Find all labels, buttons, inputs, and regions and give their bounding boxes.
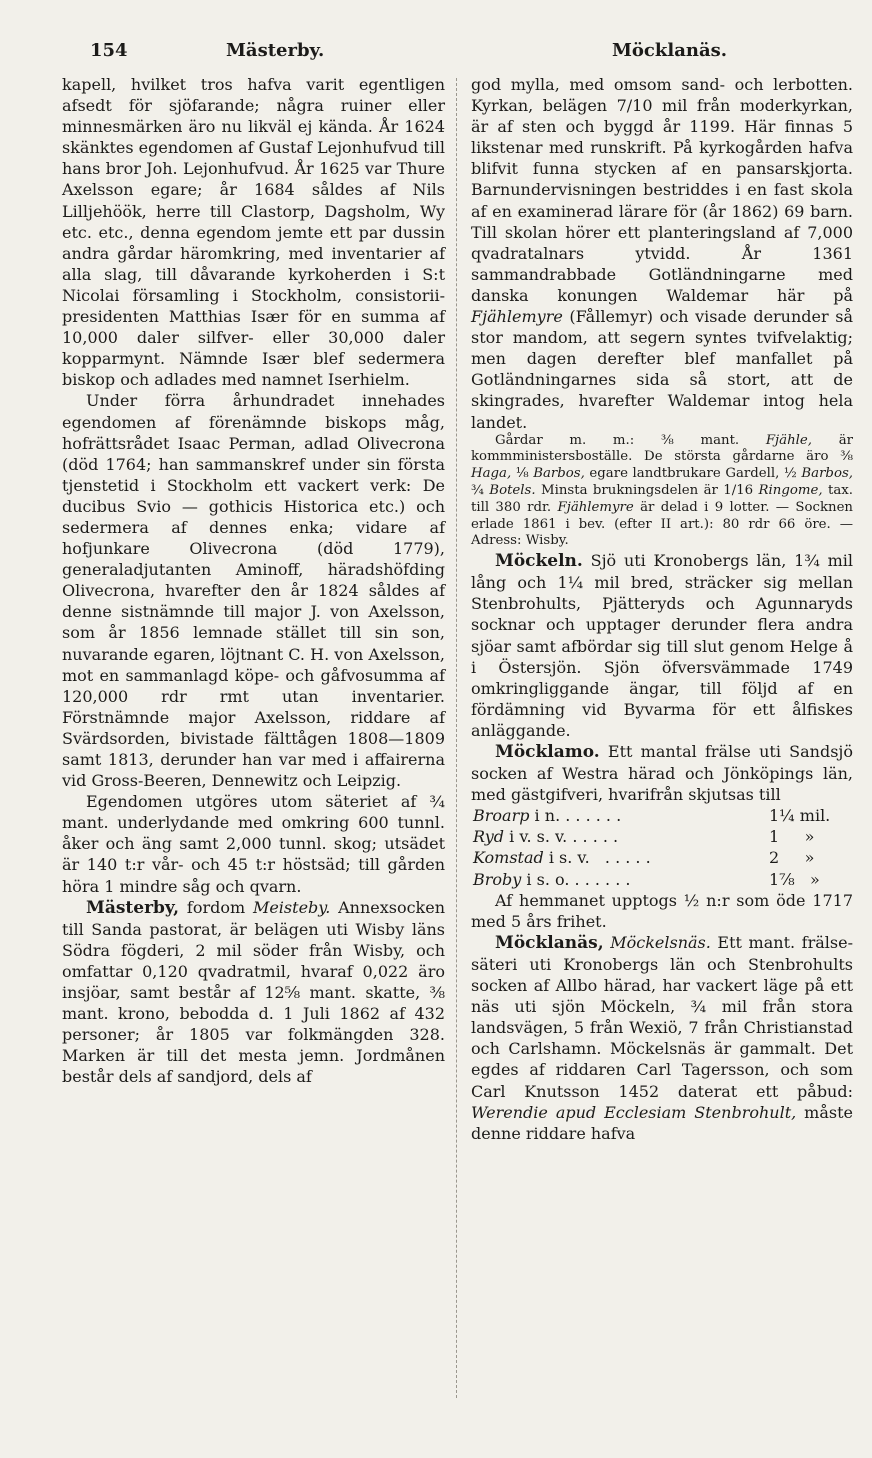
entry-keyword-mocklamo: Möcklamo. [495, 742, 600, 763]
entry-keyword-masterby: Mästerby, [86, 897, 180, 918]
distance-row: Komstad i s. v. . . . . . 2 » [473, 848, 815, 868]
running-header [0, 40, 872, 70]
column-divider [456, 78, 458, 1398]
distance-row: Broarp i n. . . . . . . 1¼ mil. [473, 806, 831, 826]
paragraph-kapell: kapell, hvilket tros hafva varit egentligen afsedt för sjöfarande; några ruiner eller minnesmärken äro nu likväl ej kända. År 1624 skänktes egendomen af Gustaf Lejonhufvud till hans bror Joh. Lejonhufvud. År 1625 var Thure Axelsson egare; år 1684 såldes af Nils Lilljehöök, herre till Clastorp, Dagsholm, Wy etc. etc., denna egendom jemte ett par dussin andra gårdar häromkring, med inventarier af alla slag, till dåvarande kyrkoherden i S:t Nicolai församling i Stockholm, consistorii-presidenten Matthias Især för en summa af 10,000 daler silfver- eller 30,000 daler kopparmynt. Nämnde Især blef sedermera biskop och adlades med namnet Iserhielm. [62, 75, 445, 390]
right-column [471, 74, 853, 1144]
paragraph-sateriet: Egendomen utgöres utom säteriet af ¾ mant. underlydande med omkring 600 tunnl. åker och äng samt 2,000 tunnl. skog; utsädet är 140 t:r vår- och 45 t:r höstsäd; till gården höra 1 mindre såg och qvarn. [62, 792, 445, 896]
right-running-title: Möcklanäs. [612, 40, 728, 61]
paragraph-kyrkan: god mylla, med omsom sand- och lerbotten. Kyrkan, belägen 7/10 mil från moderkyrkan, är af sten och byggd år 1199. Här finnas 5 likstenar med runskrift. På kyrkogården hafva blifvit funna stycken af en pansarskjorta. Barnundervisningen bestriddes i en fast skola af en examinerad lärare för (år 1862) 69 barn. Till skolan hörer ett planteringsland af 7,000 qvadratalnars ytvidd. År 1361 sammandrabbade Gotländningarne med danska konungen Waldemar här på Fjählemyre (Fållemyr) och visade derunder så stor mandom, att segern syntes tvifvelaktig; men dagen derefter blef manfallet på Gotländningarnes sida så stort, att de skingrades, hvarefter Waldemar intog hela landet. [471, 75, 853, 432]
entry-mocklamo: Möcklamo. Ett mantal frälse uti Sandsjö socken af Westra härad och Jönköpings län, med gästgifveri, hvarifrån skjutsas till [471, 742, 853, 805]
entry-mocklanas: Möcklanäs, Möckelsnäs. Ett mant. frälse-säteri uti Kronobergs län och Stenbrohults socken af Allbo härad, har vackert läge på ett näs uti sjön Möckeln, ¾ mil från stora landsvägen, 5 från Wexiö, 7 från Christianstad och Carlshamn. Möckelsnäs är gammalt. Det egdes af riddaren Carl Tagersson, och som Carl Knutsson 1452 daterat ett påbud: Werendie apud Ecclesiam Stenbrohult, måste denne riddare hafva [471, 932, 853, 1143]
left-column [62, 74, 445, 1088]
entry-masterby: Mästerby, fordom Meisteby. Annexsocken till Sanda pastorat, är belägen uti Wisby läns Södra fögderi, 2 mil söder från Wisby, och omfattar 0,120 qvadratmil, hvaraf 0,022 äro insjöar, samt består af 12⅝ mant. skatte, ⅜ mant. krono, bebodda d. 1 Juli 1862 af 432 personer; år 1805 var folkmängden 328. Marken är till det mesta jemn. Jordmånen består dels af sandjord, dels af [62, 897, 446, 1087]
entry-keyword-mocklanas: Möcklanäs, [495, 932, 604, 953]
distance-row: Broby i s. o. . . . . . . 1⅞ » [473, 869, 820, 889]
paragraph-olivecrona: Under förra århundradet innehades egendomen af förenämnde biskops måg, hofrättsrådet Isaac Perman, adlad Olivecrona (död 1764; han sammanskref under sin första tjenstetid i Stockholm ett vackert verk: De ducibus Svio — gothicis Historica etc.) och sedermera af dennes enka; vidare af hofjunkare Olivecrona (död 1779), generaladjutanten Aminoff, häradshöfding Olivecrona, hvarefter den år 1824 såldes af denne sistnämnde till major J. von Axelsson, som år 1856 lemnade stället till sin son, nuvarande egaren, löjtnant C. H. von Axelsson, mot en sammanlagd köpe- och gåfvosumma af 120,000 rdr rmt utan inventarier. Förstnämnde major Axelsson, riddare af Svärdsorden, bivistade fälttågen 1808—1809 samt 1813, derunder han var med i affairerna vid Gross-Beeren, Dennewitz och Leipzig. [62, 391, 445, 791]
paragraph-hemmanet: Af hemmanet upptogs ½ n:r som öde 1717 med 5 års frihet. [471, 890, 853, 931]
page-number: 154 [90, 40, 128, 61]
entry-keyword-mockeln: Möckeln. [495, 551, 583, 572]
entry-mockeln: Möckeln. Sjö uti Kronobergs län, 1¾ mil lång och 1¼ mil bred, sträcker sig mellan Stenbrohults, Pjätteryds och Agunnaryds socknar och upptager derunder flera andra sjöar samt afbördar sig till slut genom Helge å i Östersjön. Sjön öfversvämmade 1749 omkringliggande ängar, till följd af en fördämning vid Byvarma för ett ålfiskes anläggande. [471, 551, 853, 740]
distance-row: Ryd i v. s. v. . . . . . 1 » [473, 827, 815, 847]
note-gardar: Gårdar m. m.: ⅜ mant. Fjähle, är kommministersboställe. De största gårdarne äro ⅜ Haga, ⅛ Barbos, egare landtbrukare Gardell, ½ Barbos, ¾ Botels. Minsta brukningsdelen är 1/16 Ringome, tax. till 380 rdr. Fjählemyre är delad i 9 lotter. — Socknen erlade 1861 i bev. (efter II art.): 80 rdr 66 öre. — Adress: Wisby. [471, 432, 853, 549]
left-running-title: Mästerby. [226, 40, 325, 61]
